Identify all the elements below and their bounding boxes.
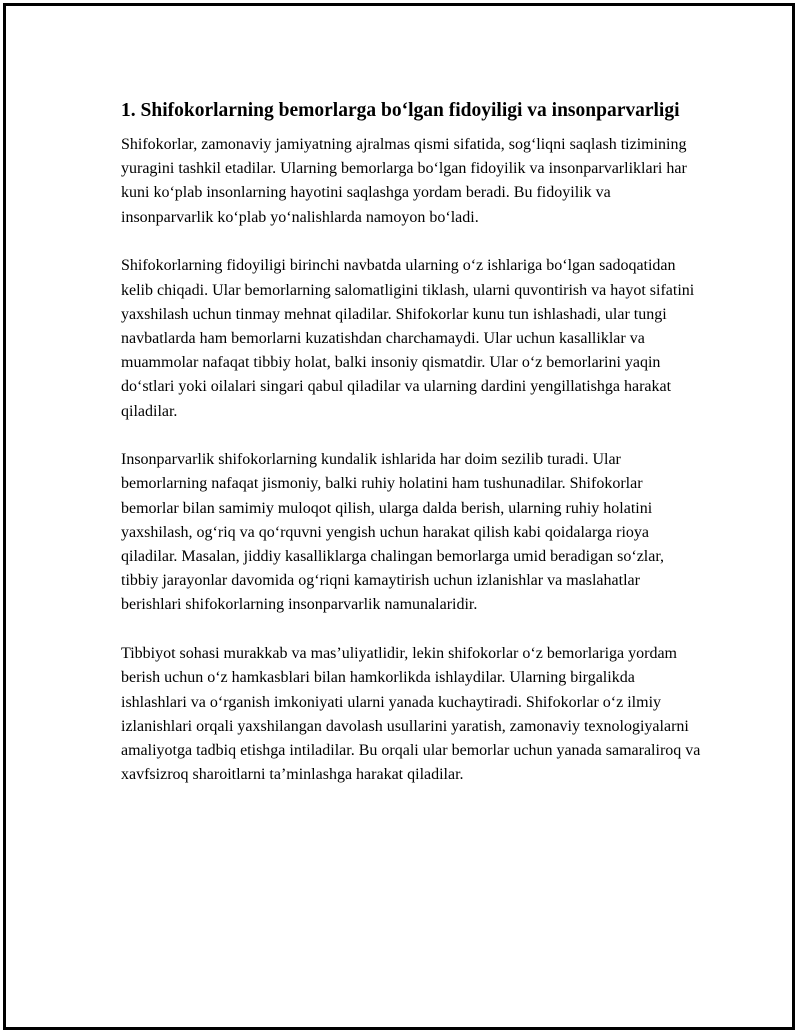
paragraph-2: Shifokorlarning fidoyiligi birinchi navbatda ularning o‘z ishlariga bo‘lgan sadoqatidan kelib chiqadi. Ular bemorlarning salomatligini tiklash, ularni quvontirish va hayot sifatini yaxshilash uchun tinmay mehnat qiladilar. Shifokorlar kunu tun ishlashadi, ular tungi navbatlarda ham bemorlarni kuzatishdan charchamaydi. Ular uchun kasalliklar va muammolar nafaqat tibbiy holat, balki insoniy qismatdir. Ular o‘z bemorlarini yaqin do‘stlari yoki oilalari singari qabul qiladilar va ularning dardini yengillatishga harakat qiladilar. — [121, 257, 695, 420]
paragraph-4: Tibbiyot sohasi murakkab va mas’uliyatlidir, lekin shifokorlar o‘z bemorlariga yordam berish uchun o‘z hamkasblari bilan hamkorlikda ishlaydilar. Ularning birgalikda ishlashlari va o‘rganish imkoniyati ularni yanada kuchaytiradi. Shifokorlar o‘z ilmiy izlanishlari orqali yaxshilangan davolash usullarini yaratish, zamonaviy texnologiyalarni amaliyotga tadbiq etishga intiladilar. Bu orqali ular bemorlar uchun yanada samaraliroq va xavfsizroq sharoitlarni ta’minlashga harakat qiladilar. — [121, 645, 701, 784]
document-body — [121, 97, 701, 787]
paragraph-1: Shifokorlar, zamonaviy jamiyatning ajralmas qismi sifatida, sog‘liqni saqlash tizimining yuragini tashkil etadilar. Ularning bemorlarga bo‘lgan fidoyilik va insonparvarliklari har kuni ko‘plab insonlarning hayotini saqlashga yordam beradi. Bu fidoyilik va insonparvarlik ko‘plab yo‘nalishlarda namoyon bo‘ladi. — [121, 136, 687, 226]
section-heading: 1. Shifokorlarning bemorlarga bo‘lgan fidoyiligi va insonparvarligi — [121, 100, 680, 121]
page-frame — [3, 3, 795, 1030]
paragraph-3: Insonparvarlik shifokorlarning kundalik ishlarida har doim sezilib turadi. Ular bemorlarning nafaqat jismoniy, balki ruhiy holatini ham tushunadilar. Shifokorlar bemorlar bilan samimiy muloqot qilish, ularga dalda berish, ularning ruhiy holatini yaxshilash, og‘riq va qo‘rquvni yengish uchun harakat qilish kabi qoidalarga rioya qiladilar. Masalan, jiddiy kasalliklarga chalingan bemorlarga umid beradigan so‘zlar, tibbiy jarayonlar davomida og‘riqni kamaytirish uchun izlanishlar va maslahatlar berishlari shifokorlarning insonparvarlik namunalaridir. — [121, 451, 665, 614]
